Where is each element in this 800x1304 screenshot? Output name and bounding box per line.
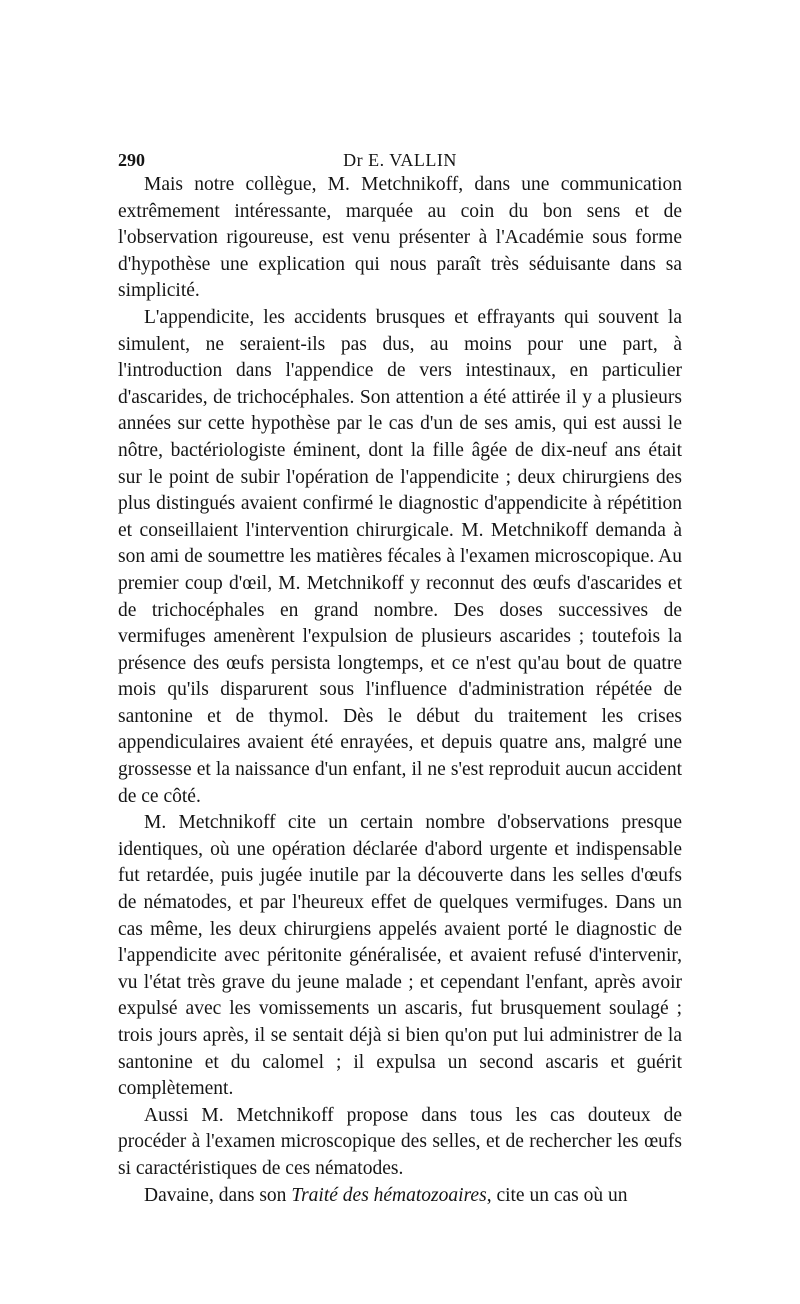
paragraph-1: Mais notre collègue, M. Metchnikoff, dans une communication extrêmement intéressante, marquée au coin du bon sens et de l'observation rigoureuse, est venu présenter à l'Académie sous forme d'hypothèse une explication qui nous paraît très séduisante dans sa simplicité. [118, 174, 682, 302]
book-title-italic: Traité des hématozoaires [291, 1184, 487, 1206]
paragraph-3: M. Metchnikoff cite un certain nombre d'observations presque identiques, où une opération déclarée d'abord urgente et indispensable fut retardée, puis jugée inutile par la découverte dans les selles d'œufs de nématodes, et par l'heureux effet de quelques vermifuges. Dans un cas même, les deux chirurgiens appelés avaient porté le diagnostic de l'appendicite avec péritonite généralisée, et avaient refusé d'intervenir, vu l'état très grave du jeune malade ; et cependant l'enfant, après avoir expulsé avec les vomissements un ascaris, fut brusquement soulagé ; trois jours après, il se sentait déjà si bien qu'on put lui administrer de la santonine et du calomel ; il expulsa un second ascaris et guérit complètement. [118, 812, 682, 1100]
paragraph-5-end: , cite un cas où un [486, 1184, 628, 1206]
page-body [118, 172, 682, 1209]
running-title: Dr E. VALLIN [343, 150, 457, 170]
paragraph-5-start: Davaine, dans son [144, 1184, 292, 1206]
paragraph-2: L'appendicite, les accidents brusques et effrayants qui souvent la simulent, ne seraient-ils pas dus, au moins pour une part, à l'introduction dans l'appendice de vers intestinaux, en particulier d'ascarides, de trichocéphales. Son attention a été attirée il y a plusieurs années sur cette hypothèse par le cas d'un de ses amis, qui est aussi le nôtre, bactériologiste éminent, dont la fille âgée de dix-neuf ans était sur le point de subir l'opération de l'appendicite ; deux chirurgiens des plus distingués avaient confirmé le diagnostic d'appendicite à répétition et conseillaient l'intervention chirurgicale. M. Metchnikoff demanda à son ami de soumettre les matières fécales à l'examen microscopique. Au premier coup d'œil, M. Metchnikoff y reconnut des œufs d'ascarides et de trichocéphales en grand nombre. Des doses successives de vermifuges amenèrent l'expulsion de plusieurs ascarides ; toutefois la présence des œufs persista longtemps, et ce n'est qu'au bout de quatre mois qu'ils disparurent sous l'influence d'administration répétée de santonine et de thymol. Dès le début du traitement les crises appendiculaires avaient été enrayées, et depuis quatre ans, malgré une grossesse et la naissance d'un enfant, il ne s'est reproduit aucun accident de ce côté. [118, 306, 682, 807]
page-number: 290 [118, 150, 145, 170]
paragraph-4: Aussi M. Metchnikoff propose dans tous les cas douteux de procéder à l'examen microscopique des selles, et de rechercher les œufs si caractéristiques de ces nématodes. [118, 1104, 682, 1179]
paragraph-5 [118, 1183, 682, 1210]
page-header [118, 146, 682, 174]
